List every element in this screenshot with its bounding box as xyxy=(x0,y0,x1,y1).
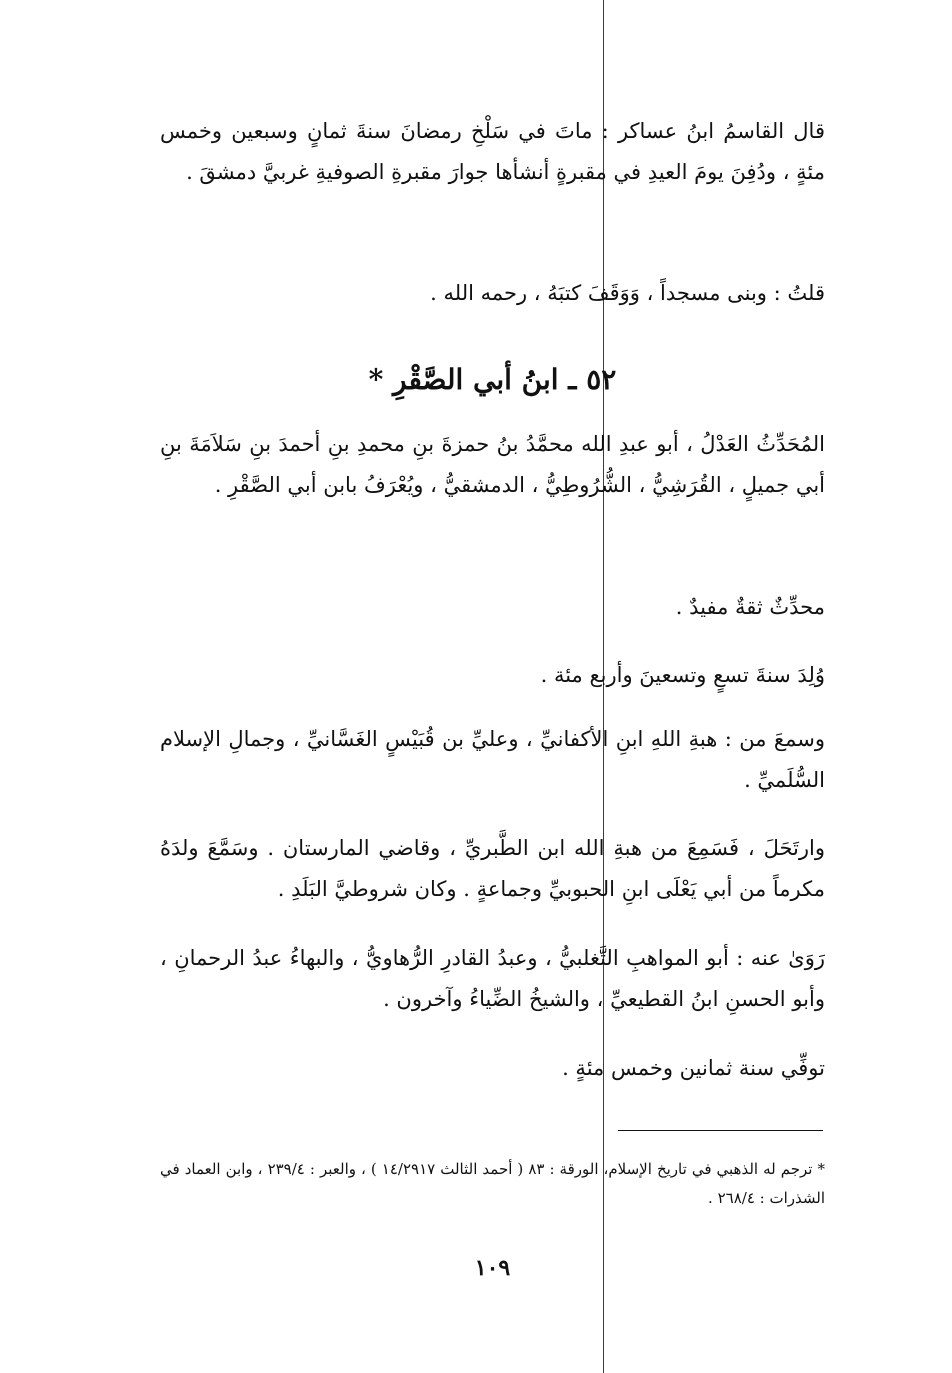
paragraph-teachers: وسمعَ من : هبةِ اللهِ ابنِ الأكفانيِّ ، وعليِّ بن قُبَيْسٍ الغَسَّانيِّ ، وجمالِ الإسلام السُّلَميِّ . xyxy=(160,727,825,792)
paragraph-death: توفِّي سنة ثمانين وخمس مئةٍ . xyxy=(562,1056,825,1080)
page-number: ١٠٩ xyxy=(474,1255,511,1281)
paragraph-lineage: المُحَدِّثُ العَدْلُ ، أبو عبدِ الله محمَّدُ بنُ حمزةَ بنِ محمدِ بنِ أحمدَ بنِ سَلاَمَةَ بنِ أبي جميلٍ ، القُرَشِيُّ ، الشُّرُوطِيُّ ، الدمشقيُّ ، ويُعْرَفُ بابن أبي الصَّقْرِ . xyxy=(160,432,825,497)
footnote-divider xyxy=(618,1130,823,1131)
footnote: * ترجم له الذهبي في تاريخ الإسلام، الورقة : ٨٣ ( أحمد الثالث ١٤/٢٩١٧ ) ، والعبر : ٢٣٩/٤ ، وابن العماد في الشذرات : ٢٦٨/٤ . xyxy=(160,1160,826,1207)
paragraph-students: رَوَىٰ عنه : أبو المواهبِ التَّغلبيُّ ، وعبدُ القادرِ الرُّهاويُّ ، والبهاءُ عبدُ الرحمانِ ، وأبو الحسنِ ابنُ القطيعيِّ ، والشيخُ الضِّياءُ وآخرون . xyxy=(160,946,825,1011)
entry-heading: ٥٢ ـ ابنُ أبي الصَّقْرِ * xyxy=(368,363,617,396)
paragraph-author-note: قلتُ : وبنى مسجداً ، وَوَقَفَ كتبَهُ ، رحمه الله . xyxy=(430,281,825,305)
paragraph-birth: وُلِدَ سنةَ تسعٍ وتسعينَ وأربع مئة . xyxy=(540,663,825,687)
paragraph-grading: محدِّثٌ ثقةٌ مفيدٌ . xyxy=(675,595,825,619)
paragraph-ibn-asakir-quote: قال القاسمُ ابنُ عساكر : ماتَ في سَلْخِ رمضانَ سنةَ ثمانٍ وسبعين وخمس مئةٍ ، ودُفِنَ يومَ العيدِ في مقبرةٍ أنشأها جوارَ مقبرةِ الصوفيةِ غربيَّ دمشقَ . xyxy=(160,119,825,184)
paragraph-travels: وارتَحَلَ ، فَسَمِعَ من هبةِ الله ابن الطَّبريِّ ، وقاضي المارستان . وسَمَّعَ ولدَهُ مكرماً من أبي يَعْلَى ابنِ الحبوبيِّ وجماعةٍ . وكان شروطيَّ البَلَدِ . xyxy=(160,836,825,901)
